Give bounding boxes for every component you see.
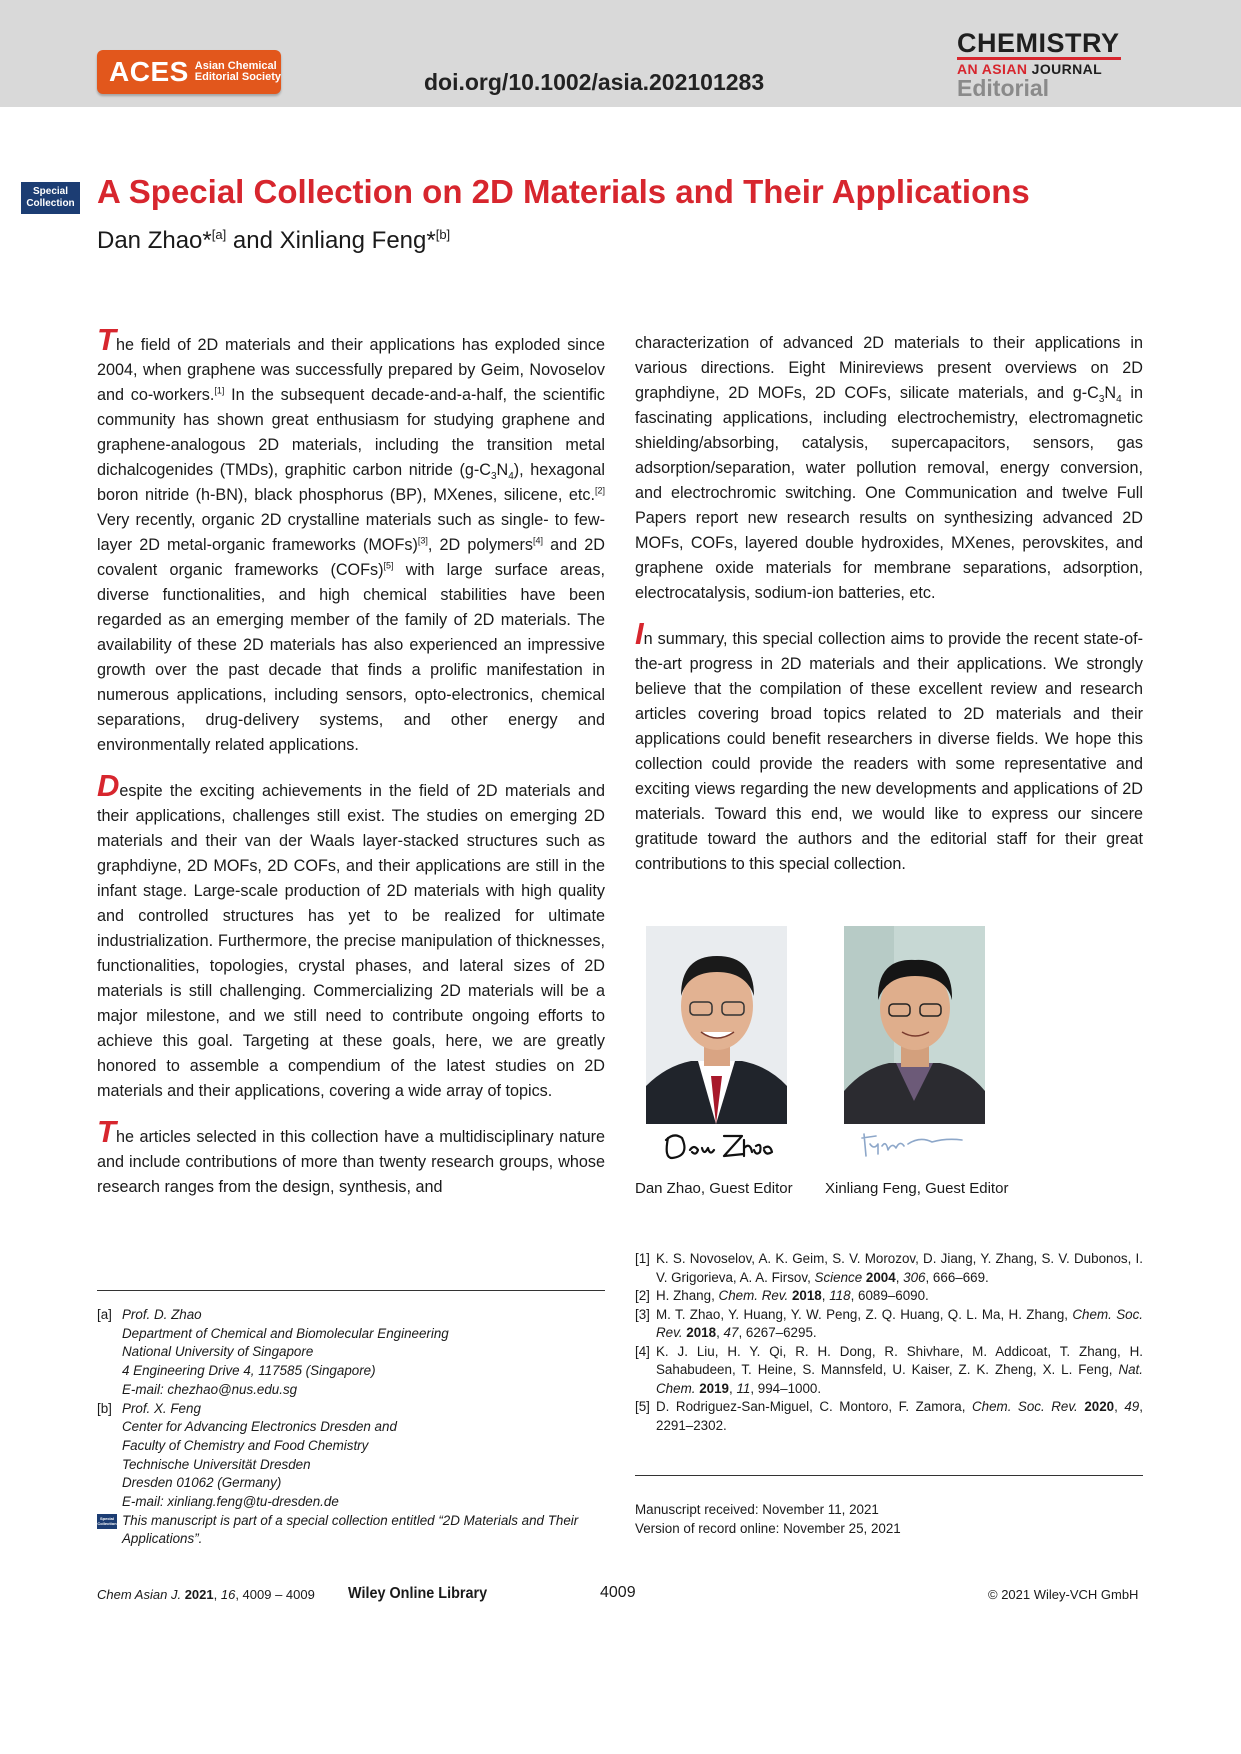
reference-year: 2020 bbox=[1084, 1399, 1115, 1414]
manuscript-dates bbox=[635, 1500, 901, 1538]
paragraph-3-continued bbox=[635, 331, 1143, 606]
aces-logo-line2: Editorial Society bbox=[194, 71, 281, 83]
footer-citation: Chem Asian J. 2021, 16, 4009 – 4009 bbox=[97, 1587, 315, 1602]
text-run: he articles selected in this collection have a multidisciplinary nature and include contributions of more than twenty research groups, whose research ranges from the design, synthesis, and bbox=[97, 1128, 605, 1196]
aces-logo[interactable] bbox=[97, 50, 281, 94]
text-run: characterization of advanced 2D materials to their applications in various directions. Eight Minireviews present overviews on 2D graphdiyne, 2D MOFs, 2D COFs, silicate materials, and g-C bbox=[635, 334, 1143, 402]
aces-logo-line1: Asian Chemical bbox=[194, 60, 277, 72]
text-run: and 2D covalent organic frameworks (COFs) bbox=[97, 536, 605, 579]
drop-cap: D bbox=[97, 768, 120, 803]
author-2-affiliation[interactable]: [b] bbox=[435, 227, 451, 242]
text-run: , 2D polymers bbox=[427, 536, 534, 554]
affiliation-a bbox=[97, 1306, 607, 1400]
affiliation-b bbox=[97, 1400, 607, 1512]
divider-right bbox=[635, 1475, 1143, 1476]
reference-list bbox=[635, 1250, 1143, 1435]
special-collection-badge[interactable] bbox=[21, 182, 80, 214]
editor-photo-dan-zhao bbox=[646, 926, 787, 1124]
editor-caption-1: Dan Zhao, Guest Editor bbox=[635, 1180, 793, 1197]
text-run: In the subsequent decade-and-a-half, the scientific community has shown great enthusiasm for studying graphene and graphene-analogous 2D materials, including the transition metal dichalcogenides (TMDs), graphitic carbon nitride (g-C bbox=[97, 386, 606, 479]
portrait-image bbox=[646, 926, 787, 1124]
copyright: © 2021 Wiley-VCH GmbH bbox=[988, 1587, 1139, 1602]
affiliation-line: 4 Engineering Drive 4, 117585 (Singapore) bbox=[122, 1363, 376, 1379]
body-column-left bbox=[97, 322, 606, 1218]
journal-logo bbox=[957, 29, 1127, 99]
drop-cap: I bbox=[635, 616, 644, 651]
text-run: Very recently, organic 2D crystalline materials such as single- to few-layer 2D metal-organic frameworks (MOFs) bbox=[97, 511, 605, 554]
online-date: Version of record online: November 25, 2021 bbox=[635, 1521, 901, 1536]
collection-note-text: This manuscript is part of a special collection entitled “2D Materials and Their Applications”. bbox=[122, 1512, 579, 1547]
reference-item: [1] K. S. Novoselov, A. K. Geim, S. V. Morozov, D. Jiang, Y. Zhang, S. V. Dubonos, I. V. Grigorieva, A. A. Firsov, Science 2004, 306, 666–669. bbox=[635, 1250, 1143, 1287]
editor-caption-2: Xinliang Feng, Guest Editor bbox=[825, 1180, 1009, 1197]
reference-volume: 306 bbox=[903, 1269, 926, 1285]
special-collection-mini-badge[interactable] bbox=[97, 1514, 117, 1529]
reference-authors: K. J. Liu, H. Y. Qi, R. H. Dong, R. Shivhare, M. Addicoat, T. Zhang, H. Sahabudeen, T. Heine, S. Mannsfeld, U. Kaiser, Z. K. Zheng, X. L. Feng, bbox=[656, 1343, 1143, 1377]
text-run: N bbox=[1104, 384, 1117, 402]
text-run: he field of 2D materials and their applications has exploded since 2004, when graphene was successfully prepared by Geim, Novoselov and co-workers. bbox=[97, 336, 605, 404]
citation-5[interactable]: [5] bbox=[383, 560, 394, 571]
citation-3[interactable]: [3] bbox=[417, 535, 428, 546]
reference-journal: Chem. Rev. bbox=[718, 1288, 789, 1303]
text-run: N bbox=[496, 461, 509, 479]
reference-year: 2018 bbox=[791, 1288, 822, 1303]
journal-logo-journal: JOURNAL bbox=[1027, 61, 1103, 77]
footer-year: 2021 bbox=[184, 1587, 214, 1602]
reference-pages: , 6267–6295. bbox=[738, 1325, 817, 1340]
affiliation-line: National University of Singapore bbox=[122, 1344, 314, 1360]
text-run: n summary, this special collection aims to provide the recent state-of-the-art progress in 2D materials and their applications. We strongly believe that the compilation of these excellent review and research articles covering broad topics related to 2D materials and their applications could benefit researchers in diverse fields. We hope this collection could provide the readers with some representative and exciting views regarding the new developments and applications of 2D materials. Toward this end, we would like to express our sincere gratitude toward the authors and the editorial staff for their great contributions to this special collection. bbox=[635, 630, 1143, 873]
reference-item: [2] H. Zhang, Chem. Rev. 2018, 118, 6089–6090. bbox=[635, 1287, 1143, 1306]
author-1: Dan Zhao* bbox=[97, 227, 212, 254]
affiliation-line: Prof. X. Feng bbox=[122, 1400, 201, 1416]
author-conjunction: and bbox=[226, 227, 280, 254]
affiliation-line: Faculty of Chemistry and Food Chemistry bbox=[122, 1437, 369, 1453]
reference-number: [4] bbox=[635, 1343, 650, 1359]
footer-journal: Chem Asian J. bbox=[97, 1587, 182, 1602]
reference-authors: H. Zhang, bbox=[656, 1288, 719, 1303]
citation-4[interactable]: [4] bbox=[533, 535, 544, 546]
drop-cap: T bbox=[97, 322, 116, 357]
reference-journal: Science bbox=[814, 1269, 863, 1285]
affiliation-line: Prof. D. Zhao bbox=[122, 1307, 202, 1322]
paragraph-4 bbox=[635, 616, 1143, 877]
journal-logo-line2 bbox=[957, 57, 1121, 77]
affiliation-email[interactable]: E-mail: xinliang.feng@tu-dresden.de bbox=[122, 1494, 339, 1510]
aces-logo-subtitle bbox=[195, 61, 281, 83]
reference-pages: , 666–669. bbox=[925, 1269, 989, 1285]
signature-xinliang-feng bbox=[858, 1128, 978, 1164]
footer-pages: , 4009 – 4009 bbox=[235, 1587, 315, 1602]
affiliations bbox=[97, 1306, 607, 1549]
text-run: ), hexagonal boron nitride (h-BN), black phosphorus (BP), MXenes, silicene, etc. bbox=[97, 461, 605, 504]
subscript: 3 bbox=[490, 471, 497, 483]
paragraph-3-start bbox=[97, 1114, 605, 1200]
footer-volume: 16 bbox=[220, 1587, 236, 1602]
paragraph-2 bbox=[97, 768, 605, 1104]
article-type-label: Editorial bbox=[957, 75, 1050, 101]
article-title: A Special Collection on 2D Materials and Their Applications bbox=[97, 173, 1030, 210]
reference-volume: 47 bbox=[723, 1325, 739, 1340]
reference-authors: K. S. Novoselov, A. K. Geim, S. V. Morozov, D. Jiang, Y. Zhang, S. V. Dubonos, I. V. Grigorieva, A. A. Firsov, bbox=[656, 1251, 1143, 1285]
subscript: 4 bbox=[508, 471, 514, 483]
received-date: Manuscript received: November 11, 2021 bbox=[635, 1502, 879, 1517]
affiliation-line: Dresden 01062 (Germany) bbox=[122, 1475, 282, 1491]
reference-journal: Chem. Soc. Rev. bbox=[656, 1306, 1143, 1340]
author-line bbox=[97, 227, 450, 255]
affiliation-line: Technische Universität Dresden bbox=[122, 1456, 311, 1472]
drop-cap: T bbox=[97, 1114, 116, 1149]
paragraph-1 bbox=[97, 322, 606, 758]
affiliation-line: Center for Advancing Electronics Dresden and bbox=[122, 1419, 397, 1435]
reference-item: [3] M. T. Zhao, Y. Huang, Y. W. Peng, Z. Q. Huang, Q. L. Ma, H. Zhang, Chem. Soc. Rev. 2018, 47, 6267–6295. bbox=[635, 1306, 1143, 1343]
affiliation-label: [a] bbox=[97, 1307, 112, 1322]
reference-item: [4] K. J. Liu, H. Y. Qi, R. H. Dong, R. Shivhare, M. Addicoat, T. Zhang, H. Sahabudeen, T. Heine, S. Mannsfeld, U. Kaiser, Z. K. Zheng, X. L. Feng, Nat. Chem. 2019, 11, 994–1000. bbox=[635, 1343, 1143, 1399]
mini-badge-line1: Special bbox=[99, 1515, 114, 1521]
affiliation-line: Department of Chemical and Biomolecular Engineering bbox=[122, 1325, 449, 1341]
reference-pages: , 994–1000. bbox=[750, 1380, 822, 1396]
badge-line1: Special bbox=[32, 186, 69, 197]
text-run: with large surface areas, diverse functionalities, and high chemical stabilities have been regarded as an emerging member of the family of 2D materials. The availability of these 2D materials has also experienced an impressive growth over the past decade that finds a prolific manifestation in numerous applications, including sensors, opto-electronics, chemical separations, drug-delivery systems, and other energy and environmentally related applications. bbox=[97, 561, 605, 754]
reference-year: 2018 bbox=[686, 1325, 717, 1340]
reference-volume: 11 bbox=[736, 1380, 751, 1396]
reference-volume: 118 bbox=[829, 1288, 851, 1303]
reference-journal: Nat. Chem. bbox=[656, 1362, 1143, 1396]
mini-badge-line2: Collection bbox=[97, 1520, 117, 1526]
subscript: 3 bbox=[1098, 394, 1105, 406]
reference-year: 2004 bbox=[865, 1269, 896, 1285]
affiliation-label: [b] bbox=[97, 1400, 112, 1416]
reference-number: [1] bbox=[635, 1251, 650, 1266]
reference-journal: Chem. Soc. Rev. bbox=[971, 1399, 1078, 1414]
editor-photo-xinliang-feng bbox=[844, 926, 985, 1124]
portrait-image bbox=[844, 926, 985, 1124]
reference-number: [2] bbox=[635, 1288, 650, 1303]
text-run: in fascinating applications, including electrochemistry, electromagnetic shielding/absorbing, catalysis, supercapacitors, sensors, gas adsorption/separation, water pollution removal, energy conversion, and electrochromic switching. One Communication and twelve Full Papers report new research results on synthesizing advanced 2D MOFs, COFs, layered double hydroxides, MXenes, perovskites, and graphene oxide materials for membrane separations, adsorption, electrocatalysis, sodium-ion batteries, etc. bbox=[635, 384, 1143, 602]
doi-link[interactable]: doi.org/10.1002/asia.202101283 bbox=[424, 69, 765, 95]
reference-number: [3] bbox=[635, 1306, 650, 1322]
journal-logo-asian: AN ASIAN bbox=[957, 61, 1028, 77]
wiley-online-library-link[interactable]: Wiley Online Library bbox=[348, 1585, 488, 1602]
author-1-affiliation[interactable]: [a] bbox=[211, 227, 227, 242]
reference-number: [5] bbox=[635, 1399, 650, 1414]
subscript: 4 bbox=[1116, 394, 1122, 406]
divider-left bbox=[97, 1290, 605, 1291]
affiliation-email[interactable]: E-mail: chezhao@nus.edu.sg bbox=[122, 1381, 298, 1397]
reference-pages: , 6089–6090. bbox=[850, 1288, 929, 1303]
reference-year: 2019 bbox=[699, 1380, 729, 1396]
reference-volume: 49 bbox=[1124, 1399, 1140, 1414]
body-column-right bbox=[635, 331, 1143, 895]
signature-dan-zhao bbox=[660, 1128, 780, 1168]
page-number: 4009 bbox=[600, 1584, 636, 1601]
citation-2[interactable]: [2] bbox=[594, 485, 605, 496]
reference-pages: , 2291–2302. bbox=[656, 1399, 1143, 1433]
reference-item: [5] D. Rodriguez-San-Miguel, C. Montoro, F. Zamora, Chem. Soc. Rev. 2020, 49, 2291–2302. bbox=[635, 1398, 1143, 1435]
badge-line2: Collection bbox=[26, 198, 75, 209]
journal-logo-line1: CHEMISTRY bbox=[957, 28, 1120, 58]
text-run: espite the exciting achievements in the field of 2D materials and their applications, challenges still exist. The studies on emerging 2D materials and their van der Waals layer-stacked structures such as graphdiyne, 2D MOFs, 2D COFs, and their applications are still in the infant stage. Large-scale production of 2D materials with high quality and controlled structures has yet to be realized for ultimate industrialization. Furthermore, the precise manipulation of thicknesses, functionalities, topologies, crystal phases, and lateral sizes of 2D materials is still challenging. Commercializing 2D materials will be a major milestone, and we still need to contribute ongoing efforts to achieve this goal. Targeting at these goals, here, we are greatly honored to assemble a compendium of the latest studies on 2D materials and their applications, covering a wide array of topics. bbox=[97, 782, 605, 1100]
reference-authors: M. T. Zhao, Y. Huang, Y. W. Peng, Z. Q. Huang, Q. L. Ma, H. Zhang, bbox=[656, 1306, 1073, 1322]
collection-note bbox=[97, 1512, 607, 1549]
aces-logo-text: ACES bbox=[109, 56, 189, 87]
author-2: Xinliang Feng* bbox=[279, 227, 436, 254]
citation-1[interactable]: [1] bbox=[214, 385, 225, 396]
reference-authors: D. Rodriguez-San-Miguel, C. Montoro, F. Zamora, bbox=[656, 1399, 972, 1414]
